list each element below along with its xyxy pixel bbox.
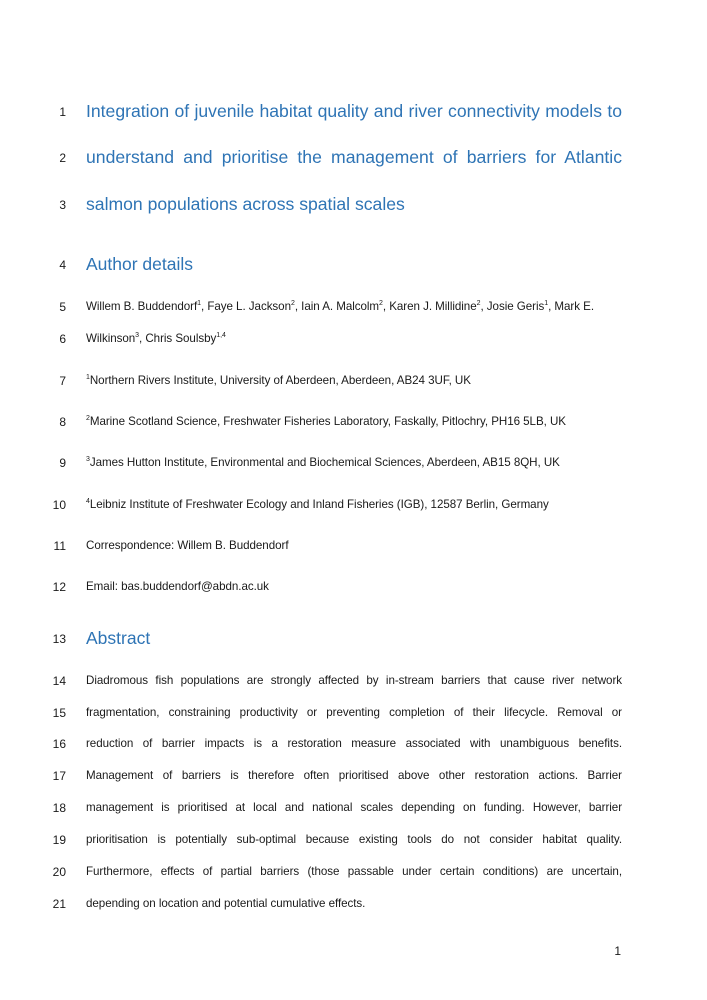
line-number: 2 [59, 151, 66, 165]
line-number: 3 [59, 198, 66, 212]
page-number: 1 [614, 944, 621, 958]
author-separator: , Mark E. [548, 300, 595, 313]
line-number: 10 [52, 498, 66, 512]
paper-title-line: salmon populations across spatial scales [86, 194, 405, 214]
line-number: 6 [59, 332, 66, 346]
line-number: 4 [59, 258, 66, 272]
line-number: 5 [59, 300, 66, 314]
author-separator: , [480, 300, 487, 313]
author-affiliation-sup: 1 [544, 300, 549, 307]
affiliation-sup: 2 [86, 415, 90, 422]
email-link[interactable]: Email: bas.buddendorf@abdn.ac.uk [86, 580, 269, 593]
line-number: 14 [52, 674, 66, 688]
line-number: 19 [52, 833, 66, 847]
affiliation-text: Northern Rivers Institute, University of Aberdeen, Aberdeen, AB24 3UF, UK [89, 374, 471, 387]
line-number: 18 [52, 801, 66, 815]
line-number: 15 [52, 706, 66, 720]
abstract-line: prioritisation is potentially sub-optimal because existing tools do not consider habitat quality. [86, 833, 622, 846]
author-affiliation-sup: 2 [476, 300, 481, 307]
paper-title-line: Integration of juvenile habitat quality and river connectivity models to [86, 101, 622, 121]
line-number: 7 [59, 374, 66, 388]
affiliation-sup: 4 [86, 498, 90, 505]
abstract-line: reduction of barrier impacts is a restoration measure associated with unambiguous benefits. [86, 737, 622, 750]
author-separator: , [382, 300, 390, 313]
affiliation-text: Leibniz Institute of Freshwater Ecology and Inland Fisheries (IGB), 12587 Berlin, Germany [89, 498, 549, 511]
affiliation-text: James Hutton Institute, Environmental and Biochemical Sciences, Aberdeen, AB15 8QH, UK [89, 456, 560, 469]
abstract-line: depending on location and potential cumulative effects. [86, 897, 366, 910]
affiliation [86, 415, 622, 428]
author-name: Wilkinson [86, 332, 136, 345]
line-number: 20 [52, 865, 66, 879]
abstract-line: Management of barriers is therefore often prioritised above other restoration actions. Barrier [86, 769, 622, 782]
author-name: Josie Geris [486, 300, 545, 313]
author-separator: , [139, 332, 146, 345]
author-name: Faye L. Jackson [207, 300, 291, 313]
line-number: 11 [53, 539, 66, 553]
abstract-line: Furthermore, effects of partial barriers (those passable under certain conditions) are uncertain, [86, 865, 622, 878]
line-number: 8 [59, 415, 66, 429]
authors-line [86, 332, 622, 345]
abstract-heading: Abstract [86, 628, 151, 648]
line-number: 1 [59, 105, 66, 119]
affiliation-sup: 3 [86, 456, 90, 463]
abstract-line: Diadromous fish populations are strongly affected by in-stream barriers that cause river network [86, 674, 622, 687]
affiliation-sup: 1 [86, 374, 90, 381]
author-separator: , [200, 300, 208, 313]
abstract-line: management is prioritised at local and national scales depending on funding. However, barrier [86, 801, 622, 814]
author-affiliation-sup: 2 [290, 300, 295, 307]
authors-line [86, 300, 622, 313]
author-affiliation-sup: 1,4 [216, 332, 226, 339]
line-number: 17 [52, 769, 66, 783]
line-number: 16 [52, 737, 66, 751]
line-number: 21 [52, 897, 66, 911]
abstract-line: fragmentation, constraining productivity or preventing completion of their lifecycle. Removal or [86, 706, 622, 719]
author-details-heading: Author details [86, 254, 194, 274]
affiliation [86, 374, 622, 387]
author-name: Chris Soulsby [145, 332, 217, 345]
author-name: Willem B. Buddendorf [86, 300, 198, 313]
affiliation [86, 498, 622, 511]
author-name: Karen J. Millidine [389, 300, 477, 313]
author-affiliation-sup: 1 [197, 300, 201, 307]
line-number: 12 [52, 580, 66, 594]
author-name: Iain A. Malcolm [301, 300, 380, 313]
author-affiliation-sup: 2 [379, 300, 383, 307]
line-number: 9 [59, 456, 66, 470]
author-affiliation-sup: 3 [135, 332, 140, 339]
paper-title-line: understand and prioritise the management of barriers for Atlantic [86, 147, 622, 167]
correspondence: Correspondence: Willem B. Buddendorf [86, 539, 289, 552]
affiliation [86, 456, 622, 469]
author-separator: , [294, 300, 302, 313]
line-number: 13 [52, 632, 66, 646]
affiliation-text: Marine Scotland Science, Freshwater Fisheries Laboratory, Faskally, Pitlochry, PH16 5LB, UK [89, 415, 566, 428]
